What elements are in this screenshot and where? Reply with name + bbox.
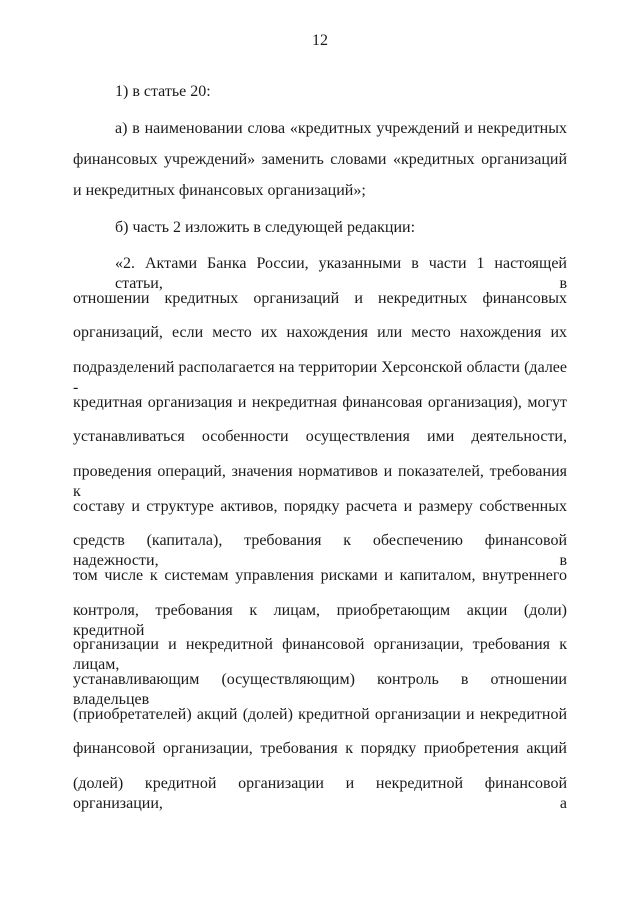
quote-line-6: устанавливаться особенности осуществления ими деятельности, bbox=[73, 428, 567, 445]
quote-line-7: проведения операций, значения нормативов и показателей, требования к bbox=[73, 463, 567, 500]
page-number: 12 bbox=[312, 32, 328, 49]
quote-line-2: отношении кредитных организаций и некредитных финансовых bbox=[73, 290, 567, 307]
list-item-1: 1) в статье 20: bbox=[115, 83, 211, 100]
quote-line-4: подразделений располагается на территории Херсонской области (далее - bbox=[73, 359, 567, 396]
subitem-a-line-1: а) в наименовании слова «кредитных учреждений и некредитных bbox=[115, 120, 567, 137]
quote-line-3: организаций, если место их нахождения или место нахождения их bbox=[73, 324, 567, 341]
quote-line-8: составу и структуре активов, порядку расчета и размеру собственных bbox=[73, 498, 567, 515]
subitem-a-line-2: финансовых учреждений» заменить словами «кредитных организаций bbox=[73, 151, 567, 168]
quote-line-5: кредитная организация и некредитная финансовая организация), могут bbox=[73, 394, 567, 411]
quote-line-10: том числе к системам управления рисками и капиталом, внутреннего bbox=[73, 567, 567, 584]
quote-line-14: (приобретателей) акций (долей) кредитной организации и некредитной bbox=[73, 706, 567, 723]
quote-line-11: контроля, требования к лицам, приобретающим акции (доли) кредитной bbox=[73, 602, 567, 639]
quote-line-12: организации и некредитной финансовой организации, требования к лицам, bbox=[73, 636, 567, 673]
quote-line-9: средств (капитала), требования к обеспечению финансовой надежности, в bbox=[73, 532, 567, 569]
quote-line-13: устанавливающим (осуществляющим) контроль в отношении владельцев bbox=[73, 671, 567, 708]
quote-line-1: «2. Актами Банка России, указанными в части 1 настоящей статьи, в bbox=[115, 255, 567, 292]
quote-line-15: финансовой организации, требования к порядку приобретения акций bbox=[73, 740, 567, 757]
quote-line-16: (долей) кредитной организации и некредитной финансовой организации, а bbox=[73, 775, 567, 812]
subitem-a-line-3: и некредитных финансовых организаций»; bbox=[73, 182, 366, 199]
subitem-b: б) часть 2 изложить в следующей редакции: bbox=[115, 219, 416, 236]
